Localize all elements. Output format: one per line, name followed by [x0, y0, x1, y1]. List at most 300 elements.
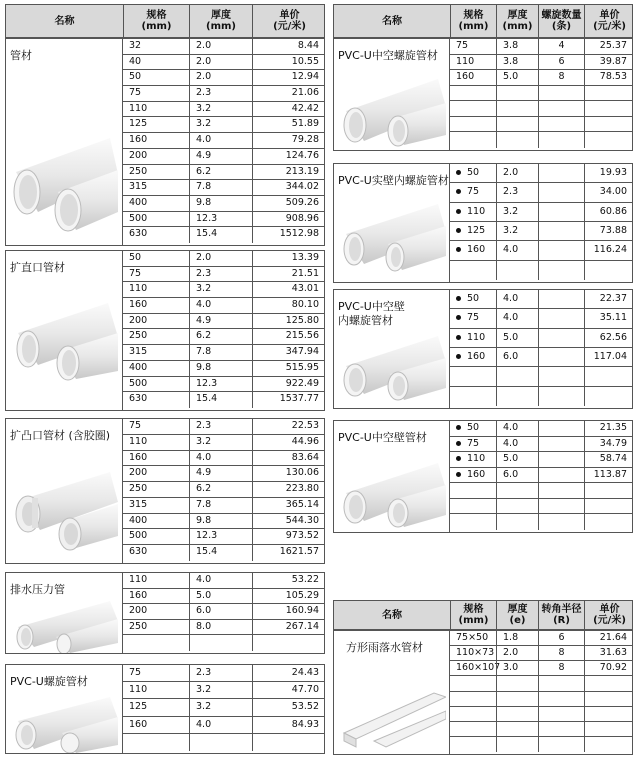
table-row: [123, 514, 325, 530]
spec-cell: [123, 180, 189, 195]
thickness-cell: [189, 589, 252, 604]
price-cell: [252, 361, 325, 376]
table-row: [123, 682, 325, 699]
block-pipe-title: 管材: [10, 49, 32, 62]
cell-value: 500: [129, 212, 148, 224]
bullet-icon: [456, 425, 461, 430]
cell-value: 4.0: [503, 244, 519, 256]
header-name: 名称: [382, 609, 402, 621]
cell-value: 80.10: [291, 299, 319, 311]
table-row: [450, 290, 633, 309]
cell-value: 50: [467, 422, 480, 433]
cell-value: 315: [129, 346, 148, 358]
count-cell: [538, 55, 584, 70]
table-row: [450, 707, 633, 722]
price-cell: [252, 435, 325, 450]
spec-cell: [123, 635, 189, 651]
table-row: [123, 604, 325, 620]
cell-value: 630: [129, 393, 148, 405]
table-row: [123, 298, 325, 314]
block-rain-rows: [450, 631, 633, 752]
cell-value: 6.0: [503, 350, 519, 362]
rain-table-header: [333, 600, 633, 630]
thickness-cell: [189, 451, 252, 466]
block-straight-rows: [123, 251, 325, 408]
block-pipe-rows: [123, 39, 325, 243]
spec-cell: [450, 452, 496, 467]
cell-value: 75×50: [456, 632, 489, 643]
cell-value: 2.3: [196, 667, 212, 678]
block-spiral: [5, 664, 325, 754]
cell-value: 4: [558, 40, 565, 51]
cell-value: 22.53: [291, 420, 319, 431]
straight-socket-pipe-image: [10, 293, 118, 383]
cell-value: 83.64: [291, 451, 319, 463]
thickness-cell: [496, 348, 538, 366]
spec-cell: [123, 498, 189, 513]
thickness-cell: [189, 212, 252, 227]
cell-value: 544.30: [285, 514, 319, 526]
bullet-icon: [456, 335, 461, 340]
count-cell: [538, 367, 584, 385]
cell-value: 130.06: [285, 467, 319, 479]
cell-value: 160: [456, 71, 475, 83]
bell-socket-pipe-image: [10, 464, 118, 554]
cell-value: 110: [129, 684, 148, 696]
table-row: [450, 661, 633, 676]
hollow-inner-pipe-image: [338, 332, 446, 404]
price-cell: [584, 86, 633, 101]
price-cell: [252, 635, 325, 651]
cell-value: 32: [129, 40, 142, 51]
radius-cell: [538, 707, 584, 721]
thickness-cell: [189, 133, 252, 148]
cell-value: 110: [129, 102, 148, 114]
table-row: [123, 180, 325, 196]
table-row: [123, 133, 325, 149]
cell-value: 44.96: [291, 435, 319, 447]
count-cell: [538, 437, 584, 452]
header-name: 名称: [382, 15, 402, 27]
cell-value: 4.0: [196, 574, 212, 585]
price-cell: [252, 180, 325, 195]
count-cell: [538, 499, 584, 514]
cell-value: 3.2: [503, 224, 519, 236]
block-solid-inner-spiral: [333, 163, 633, 283]
cell-value: 908.96: [285, 212, 319, 224]
table-row: [123, 734, 325, 751]
cell-value: 223.80: [285, 483, 319, 495]
cell-value: 75: [129, 87, 142, 99]
spec-cell: [123, 482, 189, 497]
thickness-cell: [189, 102, 252, 117]
price-cell: [252, 589, 325, 604]
thickness-cell: [189, 86, 252, 101]
cell-value: 58.74: [599, 453, 627, 465]
spec-cell: [123, 435, 189, 450]
cell-value: 42.42: [291, 102, 319, 114]
table-row: [450, 348, 633, 367]
cell-value: 2.3: [196, 267, 212, 279]
price-cell: [252, 70, 325, 85]
header-thickness: 厚度 (mm): [189, 5, 252, 37]
thickness-cell: [189, 180, 252, 195]
price-cell: [252, 117, 325, 132]
cell-value: 84.93: [291, 718, 319, 730]
cell-value: 43.01: [291, 283, 319, 295]
block-hollow-spiral-rows: [450, 39, 633, 148]
price-cell: [252, 699, 325, 715]
table-row: [123, 86, 325, 102]
cell-value: 344.02: [285, 181, 319, 193]
cell-value: 2.0: [196, 55, 212, 67]
left-table-header: [5, 4, 325, 38]
thickness-cell: [189, 435, 252, 450]
spec-cell: [450, 39, 496, 54]
cell-value: 13.39: [291, 252, 319, 263]
count-cell: [538, 86, 584, 101]
cell-value: 200: [129, 149, 148, 161]
cell-value: 39.87: [599, 55, 627, 67]
block-spiral-title: PVC-U螺旋管材: [10, 675, 88, 688]
cell-value: 215.56: [285, 330, 319, 342]
cell-value: 4.0: [196, 718, 212, 730]
price-cell: [584, 499, 633, 514]
cell-value: 973.52: [285, 530, 319, 542]
cell-value: 200: [129, 314, 148, 326]
price-cell: [584, 387, 633, 406]
cell-value: 24.43: [291, 667, 319, 678]
spec-cell: [123, 682, 189, 698]
cell-value: 347.94: [285, 346, 319, 358]
table-row: [123, 419, 325, 435]
thickness-cell: [189, 267, 252, 282]
bullet-icon: [456, 456, 461, 461]
block-hollow-inner-spiral: [333, 289, 633, 409]
table-row: [450, 499, 633, 515]
cell-value: 2.0: [196, 252, 212, 263]
table-row: [450, 737, 633, 752]
price-cell: [584, 631, 633, 645]
price-cell: [252, 212, 325, 227]
thickness-cell: [496, 707, 538, 721]
spec-cell: [450, 70, 496, 85]
cell-value: 3.8: [503, 55, 519, 67]
cell-value: 5.0: [196, 589, 212, 601]
thickness-cell: [189, 419, 252, 434]
cell-value: 110: [467, 331, 486, 343]
table-row: [123, 196, 325, 212]
thickness-cell: [189, 498, 252, 513]
cell-value: 500: [129, 530, 148, 542]
table-row: [123, 377, 325, 393]
spec-cell: [123, 149, 189, 164]
price-cell: [252, 604, 325, 619]
cell-value: 110: [467, 205, 486, 217]
spec-cell: [450, 55, 496, 70]
cell-value: 47.70: [291, 684, 319, 696]
price-cell: [252, 55, 325, 70]
spec-cell: [123, 529, 189, 544]
spec-cell: [450, 692, 496, 706]
cell-value: 113.87: [593, 468, 627, 480]
thickness-cell: [189, 165, 252, 180]
price-cell: [252, 345, 325, 360]
thickness-cell: [496, 70, 538, 85]
price-cell: [584, 132, 633, 148]
block-hollow-inner-title: PVC-U中空壁 内螺旋管材: [338, 300, 405, 327]
cell-value: 250: [129, 483, 148, 495]
header-name: 名称: [54, 15, 75, 27]
spec-cell: [123, 514, 189, 529]
cell-value: 3.2: [196, 684, 212, 696]
price-cell: [252, 329, 325, 344]
price-cell: [252, 267, 325, 282]
thickness-cell: [189, 55, 252, 70]
cell-value: 160: [467, 350, 486, 362]
bullet-icon: [456, 296, 461, 301]
thickness-cell: [189, 482, 252, 497]
table-row: [450, 164, 633, 183]
cell-value: 515.95: [285, 361, 319, 373]
spec-cell: [450, 483, 496, 498]
cell-value: 3.2: [196, 701, 212, 713]
cell-value: 5.0: [503, 331, 519, 343]
cell-value: 34.00: [599, 186, 627, 198]
cell-value: 6.0: [196, 605, 212, 617]
table-row: [123, 149, 325, 165]
block-drain-pressure: [5, 572, 325, 654]
price-cell: [252, 149, 325, 164]
price-cell: [252, 466, 325, 481]
price-cell: [252, 682, 325, 698]
bullet-icon: [456, 354, 461, 359]
radius-cell: [538, 676, 584, 690]
cell-value: 250: [129, 165, 148, 177]
table-row: [450, 101, 633, 117]
cell-value: 12.3: [196, 212, 218, 224]
cell-value: 75: [129, 667, 142, 678]
cell-value: 53.22: [291, 574, 319, 585]
spec-cell: [450, 290, 496, 308]
thickness-cell: [496, 241, 538, 259]
table-row: [450, 222, 633, 241]
header-price: 单价 (元/米): [584, 601, 634, 629]
table-row: [123, 589, 325, 605]
count-cell: [538, 183, 584, 201]
cell-value: 1537.77: [279, 393, 319, 405]
spec-cell: [123, 314, 189, 329]
price-cell: [252, 482, 325, 497]
cell-value: 4.0: [503, 437, 519, 449]
price-cell: [584, 692, 633, 706]
bullet-icon: [456, 209, 461, 214]
table-row: [123, 282, 325, 298]
price-cell: [252, 314, 325, 329]
cell-value: 15.4: [196, 546, 218, 558]
cell-value: 21.06: [291, 87, 319, 99]
price-cell: [252, 282, 325, 297]
count-cell: [538, 514, 584, 530]
table-row: [450, 86, 633, 102]
table-row: [123, 545, 325, 561]
spec-cell: [123, 298, 189, 313]
table-row: [123, 165, 325, 181]
block-straight-socket: [5, 250, 325, 411]
spec-cell: [123, 196, 189, 211]
radius-cell: [538, 692, 584, 706]
block-hollow-wall-title: PVC-U中空壁管材: [338, 431, 427, 444]
price-cell: [252, 165, 325, 180]
cell-value: 50: [467, 167, 480, 178]
header-price: 单价 (元/米): [584, 5, 634, 37]
cell-value: 500: [129, 377, 148, 389]
price-cell: [584, 437, 633, 452]
table-row: [450, 468, 633, 484]
cell-value: 4.0: [196, 134, 212, 146]
price-cell: [252, 620, 325, 635]
spiral-pipe-image: [10, 695, 118, 753]
spec-cell: [123, 165, 189, 180]
thickness-cell: [189, 604, 252, 619]
table-row: [123, 212, 325, 228]
spec-cell: [450, 101, 496, 116]
cell-value: 35.11: [599, 312, 627, 324]
cell-value: 8: [558, 662, 565, 674]
thickness-cell: [189, 314, 252, 329]
table-row: [450, 646, 633, 661]
cell-value: 117.04: [593, 350, 627, 362]
table-row: [123, 39, 325, 55]
cell-value: 6.2: [196, 165, 212, 177]
spec-cell: [123, 39, 189, 54]
cell-value: 200: [129, 467, 148, 479]
spec-cell: [123, 251, 189, 266]
right-table-header: [333, 4, 633, 38]
block-drain-title: 排水压力管: [10, 583, 65, 596]
cell-value: 21.64: [599, 632, 627, 643]
spec-cell: [123, 377, 189, 392]
thickness-cell: [189, 298, 252, 313]
cell-value: 160: [129, 134, 148, 146]
cell-value: 110: [129, 574, 148, 585]
cell-value: 60.86: [599, 205, 627, 217]
cell-value: 160: [129, 451, 148, 463]
cell-value: 75: [129, 420, 142, 431]
spec-cell: [450, 387, 496, 406]
cell-value: 4.0: [503, 422, 519, 433]
spec-cell: [123, 451, 189, 466]
cell-value: 25.37: [599, 40, 627, 51]
spec-cell: [123, 282, 189, 297]
thickness-cell: [496, 55, 538, 70]
cell-value: 6.0: [503, 468, 519, 480]
cell-value: 21.51: [291, 267, 319, 279]
table-row: [123, 227, 325, 243]
cell-value: 50: [129, 71, 142, 83]
table-row: [450, 203, 633, 222]
cell-value: 110: [456, 55, 475, 67]
price-cell: [584, 737, 633, 752]
table-row: [450, 437, 633, 453]
cell-value: 365.14: [285, 498, 319, 510]
cell-value: 31.63: [599, 647, 627, 659]
cell-value: 5.0: [503, 71, 519, 83]
price-cell: [584, 661, 633, 675]
cell-value: 2.3: [196, 87, 212, 99]
cell-value: 250: [129, 330, 148, 342]
thickness-cell: [189, 466, 252, 481]
thickness-cell: [496, 737, 538, 752]
table-row: [450, 676, 633, 691]
count-cell: [538, 70, 584, 85]
count-cell: [538, 261, 584, 280]
solid-inner-pipe-image: [338, 194, 446, 274]
table-row: [123, 573, 325, 589]
spec-cell: [123, 620, 189, 635]
header-spec: 规格 (mm): [123, 5, 189, 37]
header-price: 单价 (元/米): [252, 5, 326, 37]
thickness-cell: [496, 646, 538, 660]
thickness-cell: [189, 665, 252, 681]
spec-cell: [123, 419, 189, 434]
spec-cell: [123, 345, 189, 360]
table-row: [450, 631, 633, 646]
thickness-cell: [189, 282, 252, 297]
cell-value: 160: [129, 718, 148, 730]
spec-cell: [123, 573, 189, 588]
table-row: [123, 498, 325, 514]
cell-value: 8.0: [196, 620, 212, 632]
thickness-cell: [496, 676, 538, 690]
pipe-image: [10, 134, 118, 234]
cell-value: 53.52: [291, 701, 319, 713]
table-row: [450, 70, 633, 86]
cell-value: 50: [129, 252, 142, 263]
thickness-cell: [189, 545, 252, 561]
cell-value: 7.8: [196, 346, 212, 358]
block-rain-title: 方形雨落水管材: [346, 641, 423, 654]
table-row: [123, 267, 325, 283]
cell-value: 4.0: [503, 312, 519, 324]
thickness-cell: [496, 290, 538, 308]
cell-value: 4.9: [196, 314, 212, 326]
cell-value: 116.24: [593, 244, 627, 256]
price-cell: [252, 392, 325, 408]
table-row: [450, 387, 633, 406]
table-row: [123, 665, 325, 682]
count-cell: [538, 348, 584, 366]
bullet-icon: [456, 315, 461, 320]
radius-cell: [538, 631, 584, 645]
thickness-cell: [496, 722, 538, 736]
spec-cell: [123, 361, 189, 376]
price-cell: [584, 39, 633, 54]
spec-cell: [123, 466, 189, 481]
spec-cell: [123, 329, 189, 344]
cell-value: 78.53: [599, 71, 627, 83]
table-row: [450, 722, 633, 737]
cell-value: 79.28: [291, 134, 319, 146]
price-cell: [252, 196, 325, 211]
price-cell: [252, 377, 325, 392]
cell-value: 3.2: [503, 205, 519, 217]
table-row: [450, 367, 633, 386]
price-cell: [252, 102, 325, 117]
table-row: [450, 117, 633, 133]
spec-cell: [450, 183, 496, 201]
price-cell: [584, 421, 633, 436]
